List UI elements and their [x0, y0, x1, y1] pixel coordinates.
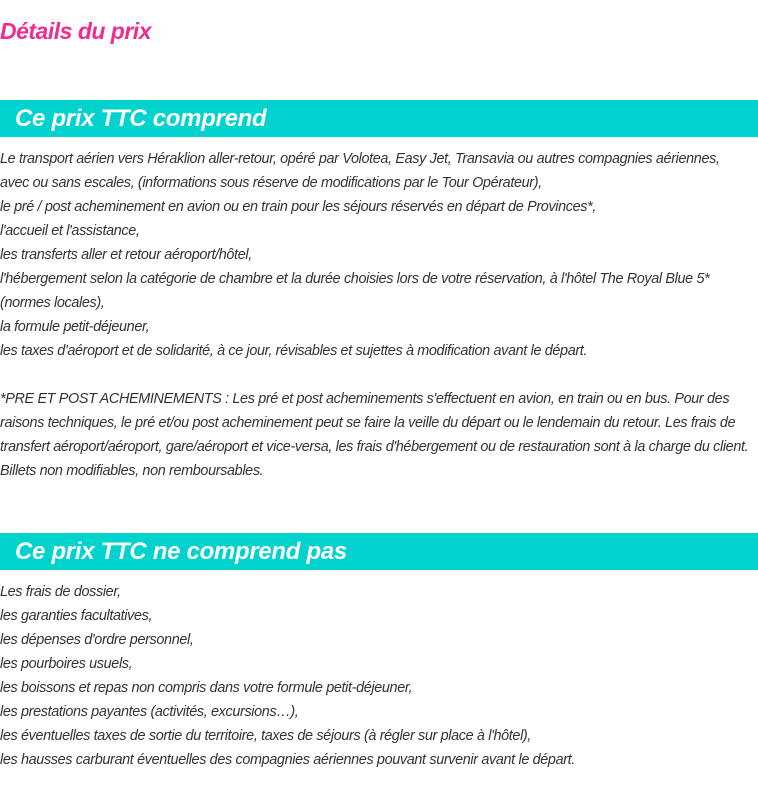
- page-title: Détails du prix: [0, 18, 151, 44]
- included-item: les transferts aller et retour aéroport/hôtel,: [0, 247, 252, 263]
- excluded-heading: Ce prix TTC ne comprend pas: [15, 538, 347, 565]
- included-item: avec ou sans escales, (informations sous réserve de modifications par le Tour Opérateur),: [0, 175, 542, 191]
- excluded-item: les éventuelles taxes de sortie du territoire, taxes de séjours (à régler sur place à l'hôtel),: [0, 728, 532, 744]
- included-item: (normes locales),: [0, 295, 105, 311]
- included-list: [0, 147, 756, 483]
- transport-note: *PRE ET POST ACHEMINEMENTS : Les pré et post acheminements s'effectuent en avion, en train ou en bus. Pour des raisons techniques, le pré et/ou post acheminement peut se faire la veille du départ ou le lendemain du retour. Les frais de transfert aéroport/aéroport, gare/aéroport et vice-versa, les frais d'hébergement ou de restauration sont à la charge du client. Billets non modifiables, non remboursables.: [0, 391, 749, 479]
- excluded-item: les hausses carburant éventuelles des compagnies aériennes pouvant survenir avant le départ.: [0, 752, 575, 768]
- excluded-item: Les frais de dossier,: [0, 584, 121, 600]
- included-item: Le transport aérien vers Héraklion aller-retour, opéré par Volotea, Easy Jet, Transavia ou autres compagnies aériennes,: [0, 151, 720, 167]
- included-item: l'accueil et l'assistance,: [0, 223, 140, 239]
- included-item: la formule petit-déjeuner,: [0, 319, 150, 335]
- included-section-header: [0, 100, 758, 137]
- excluded-item: les pourboires usuels,: [0, 656, 133, 672]
- excluded-item: les garanties facultatives,: [0, 608, 153, 624]
- excluded-item: les prestations payantes (activités, excursions…),: [0, 704, 299, 720]
- excluded-item: les dépenses d'ordre personnel,: [0, 632, 194, 648]
- excluded-section-header: [0, 533, 758, 570]
- included-heading: Ce prix TTC comprend: [15, 105, 267, 132]
- excluded-list: [0, 580, 756, 772]
- included-item: le pré / post acheminement en avion ou en train pour les séjours réservés en départ de Provinces*,: [0, 199, 597, 215]
- excluded-item: les boissons et repas non compris dans votre formule petit-déjeuner,: [0, 680, 413, 696]
- included-item: les taxes d'aéroport et de solidarité, à ce jour, révisables et sujettes à modification avant le départ.: [0, 343, 588, 359]
- included-item: l'hébergement selon la catégorie de chambre et la durée choisies lors de votre réservation, à l'hôtel The Royal Blue 5*: [0, 271, 710, 287]
